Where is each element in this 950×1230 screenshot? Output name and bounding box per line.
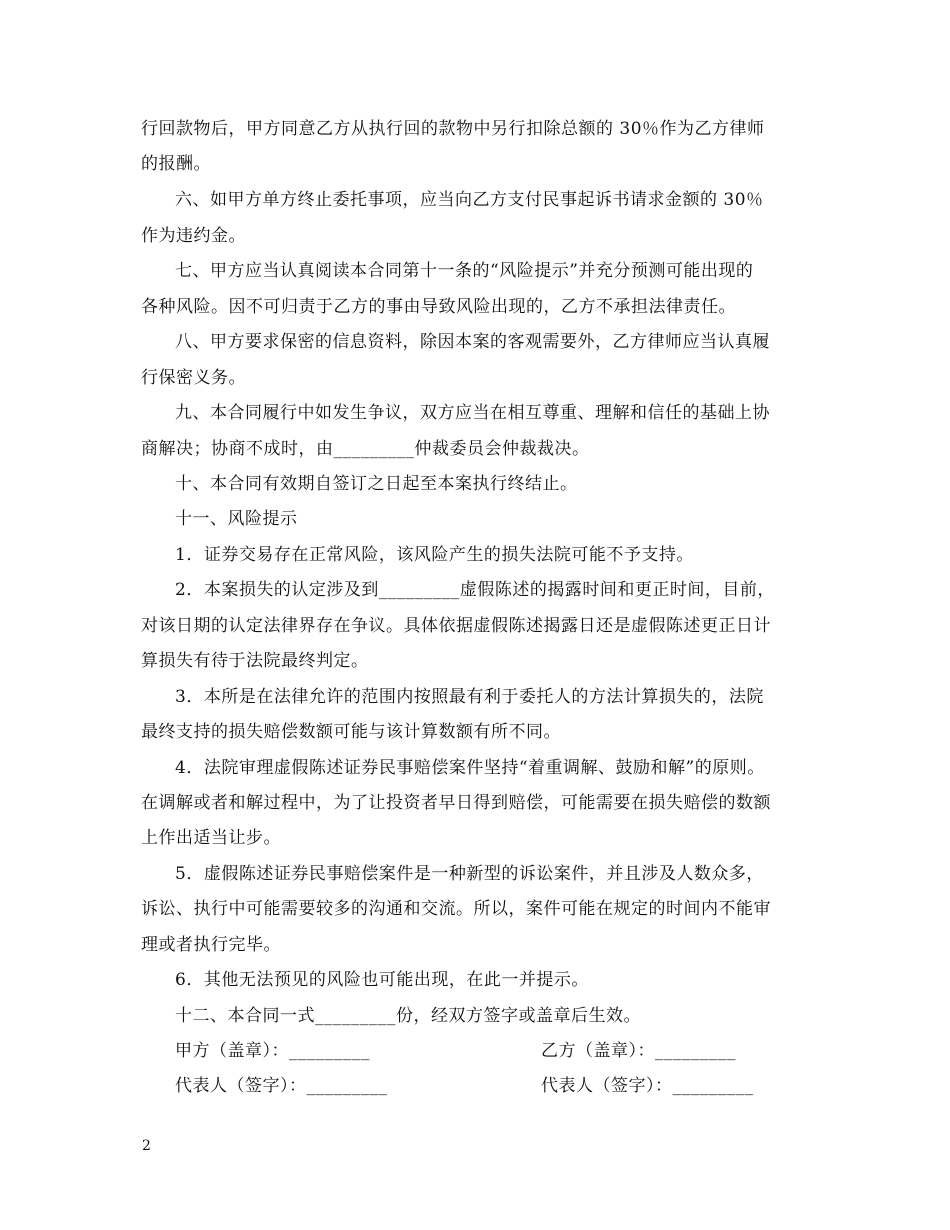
paragraph-line: 九、本合同履行中如发生争议，双方应当在相互尊重、理解和信任的基础上协 (175, 403, 770, 423)
paragraph-line: 十、本合同有效期自签订之日起至本案执行终结止。 (175, 474, 578, 494)
paragraph-line: 各种风险。因不可归责于乙方的事由导致风险出现的，乙方不承担法律责任。 (141, 297, 736, 317)
paragraph-line: 6．其他无法预见的风险也可能出现，在此一并提示。 (175, 970, 589, 990)
paragraph-line: 5．虚假陈述证券民事赔偿案件是一种新型的诉讼案件，并且涉及人数众多， (175, 864, 764, 884)
paragraph-line: 行回款物后，甲方同意乙方从执行回的款物中另行扣除总额的 30％作为乙方律师 (141, 119, 765, 139)
page-number: 2 (142, 1138, 151, 1154)
paragraph-line: 4．法院审理虚假陈述证券民事赔偿案件坚持“着重调解、鼓励和解”的原则。 (175, 758, 765, 778)
paragraph-line: 十二、本合同一式_________份，经双方签字或盖章后生效。 (175, 1006, 641, 1026)
paragraph-line: 上作出适当让步。 (141, 828, 281, 848)
paragraph-line: 七、甲方应当认真阅读本合同第十一条的“风险提示”并充分预测可能出现的 (175, 261, 754, 281)
paragraph-line: 理或者执行完毕。 (141, 935, 281, 955)
paragraph-line: 2．本案损失的认定涉及到_________虚假陈述的揭露时间和更正时间，目前， (175, 580, 775, 600)
paragraph-line: 的报酬。 (141, 154, 211, 174)
paragraph-line: 商解决；协商不成时，由_________仲裁委员会仲裁裁决。 (141, 439, 590, 459)
party-b-representative-field: 代表人（签字）：_________ (541, 1076, 754, 1096)
paragraph-line: 算损失有待于法院最终判定。 (141, 651, 369, 671)
paragraph-line: 对该日期的认定法律界存在争议。具体依据虚假陈述揭露日还是虚假陈述更正日计 (141, 616, 771, 636)
paragraph-line: 1．证券交易存在正常风险，该风险产生的损失法院可能不予支持。 (175, 545, 694, 565)
party-b-seal-field: 乙方（盖章）：_________ (541, 1041, 736, 1061)
party-a-representative-field: 代表人（签字）：_________ (175, 1076, 388, 1096)
paragraph-line: 作为违约金。 (141, 226, 246, 246)
paragraph-line: 八、甲方要求保密的信息资料，除因本案的客观需要外，乙方律师应当认真履 (175, 332, 770, 352)
paragraph-line: 诉讼、执行中可能需要较多的沟通和交流。所以，案件可能在规定的时间内不能审 (141, 899, 771, 919)
paragraph-line: 六、如甲方单方终止委托事项，应当向乙方支付民事起诉书请求金额的 30％ (175, 190, 764, 210)
paragraph-line: 最终支持的损失赔偿数额可能与该计算数额有所不同。 (141, 722, 561, 742)
section-heading: 十一、风险提示 (175, 509, 298, 529)
paragraph-line: 在调解或者和解过程中，为了让投资者早日得到赔偿，可能需要在损失赔偿的数额 (141, 793, 771, 813)
paragraph-line: 3．本所是在法律允许的范围内按照最有利于委托人的方法计算损失的，法院 (175, 687, 764, 707)
party-a-seal-field: 甲方（盖章）：_________ (175, 1041, 370, 1061)
paragraph-line: 行保密义务。 (141, 368, 246, 388)
